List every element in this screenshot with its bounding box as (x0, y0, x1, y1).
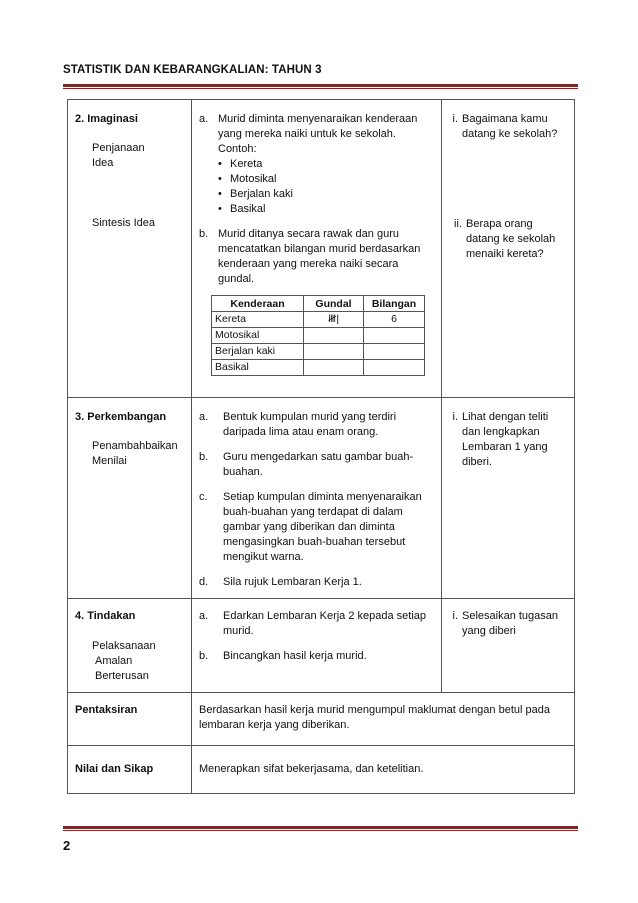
row-label: Pentaksiran (75, 704, 138, 716)
item-text: Edarkan Lembaran Kerja 2 kepada setiap murid. (223, 610, 427, 637)
question-marker: i. (452, 610, 458, 622)
bullet-icon: • (218, 203, 222, 215)
tally-row (212, 360, 425, 376)
tally-vehicle: Basikal (212, 360, 304, 376)
question-marker: i. (452, 411, 458, 423)
bullet-text: Kereta (230, 158, 263, 170)
bullet-item (199, 157, 435, 172)
table-row-tindakan (68, 599, 575, 693)
row-text: Berdasarkan hasil kerja murid mengumpul maklumat dengan betul pada lembaran kerja yang diberikan. (199, 704, 550, 731)
phase-sub-label: Amalan (95, 655, 133, 667)
item-text: Bentuk kumpulan murid yang terdiri daripada lima atau enam orang. (223, 411, 397, 438)
table-row-nilai (68, 746, 575, 794)
bullet-icon: • (218, 158, 222, 170)
item-text: Bincangkan hasil kerja murid. (223, 650, 367, 662)
table-row-pentaksiran (68, 693, 575, 746)
tally-header: Kenderaan (212, 296, 304, 312)
table-row-perkembangan (68, 398, 575, 599)
question-item (444, 410, 568, 470)
tally-mark (304, 328, 364, 344)
tally-count (364, 328, 425, 344)
page-header-title: STATISTIK DAN KEBARANGKALIAN: TAHUN 3 (63, 64, 322, 76)
tally-count: 6 (364, 312, 425, 328)
content-cell (192, 693, 575, 746)
question-cell (442, 599, 575, 693)
phase-title: 4. Tindakan (75, 610, 136, 622)
tally-header: Bilangan (364, 296, 425, 312)
activity-cell (192, 398, 442, 599)
activity-cell (192, 599, 442, 693)
lesson-plan-table (67, 99, 575, 794)
phase-sub-label: Penambahbaikan (92, 440, 178, 452)
bullet-text: Basikal (230, 203, 266, 215)
phase-sub-label: Sintesis Idea (92, 217, 155, 229)
example-label: Contoh: (218, 143, 257, 155)
phase-sub-label: Menilai (92, 455, 127, 467)
table-row-imaginasi (68, 100, 575, 398)
phase-sub-label: Penjanaan (92, 142, 145, 154)
label-cell (68, 693, 192, 746)
question-item (444, 112, 568, 142)
tally-table (211, 295, 425, 376)
tally-vehicle: Motosikal (212, 328, 304, 344)
question-cell (442, 100, 575, 398)
item-marker: a. (199, 610, 209, 622)
item-text: Setiap kumpulan diminta menyenaraikan buah-buahan yang terdapat di dalam gambar yang diberikan dan diminta mengasingkan buah-buahan tersebut mengikut warna. (223, 491, 422, 563)
bullet-icon: • (218, 173, 222, 185)
phase-sub-label: Idea (92, 157, 114, 169)
item-marker: a. (199, 113, 209, 125)
tally-header: Gundal (304, 296, 364, 312)
question-item (444, 217, 568, 262)
tally-row (212, 328, 425, 344)
bullet-item (199, 187, 435, 202)
list-item (199, 112, 435, 142)
item-text: Guru mengedarkan satu gambar buah-buahan. (223, 451, 414, 478)
tally-mark (304, 344, 364, 360)
footer-rule (63, 826, 578, 831)
list-item (199, 490, 435, 565)
item-marker: b. (199, 650, 209, 662)
item-text: Murid diminta menyenaraikan kenderaan yang mereka naiki untuk ke sekolah. (218, 113, 418, 140)
phase-cell (68, 599, 192, 693)
phase-cell (68, 100, 192, 398)
bullet-item (199, 172, 435, 187)
tally-vehicle: Berjalan kaki (212, 344, 304, 360)
tally-mark (304, 360, 364, 376)
list-item (199, 575, 435, 590)
tally-row (212, 344, 425, 360)
item-marker: b. (199, 451, 209, 463)
list-item (199, 227, 435, 287)
row-label: Nilai dan Sikap (75, 763, 154, 775)
question-text: Lihat dengan teliti dan lengkapkan Lembaran 1 yang diberi. (462, 411, 549, 468)
content-cell (192, 746, 575, 794)
bullet-item (199, 202, 435, 217)
bullet-text: Berjalan kaki (230, 188, 293, 200)
phase-title: 2. Imaginasi (75, 113, 138, 125)
tally-count (364, 344, 425, 360)
tally-row (212, 312, 425, 328)
question-text: Berapa orang datang ke sekolah menaiki kereta? (466, 218, 556, 260)
row-text: Menerapkan sifat bekerjasama, dan ketelitian. (199, 763, 424, 775)
activity-cell (192, 100, 442, 398)
phase-sub-label: Pelaksanaan (92, 640, 156, 652)
item-marker: a. (199, 411, 209, 423)
question-marker: i. (452, 113, 458, 125)
tally-vehicle: Kereta (212, 312, 304, 328)
label-cell (68, 746, 192, 794)
tally-mark: 𝍸| (304, 312, 364, 328)
question-text: Selesaikan tugasan yang diberi (462, 610, 559, 637)
list-item (199, 609, 435, 639)
bullet-icon: • (218, 188, 222, 200)
item-marker: c. (199, 491, 208, 503)
list-item (199, 410, 435, 440)
tally-header-row (212, 296, 425, 312)
bullet-text: Motosikal (230, 173, 277, 185)
tally-count (364, 360, 425, 376)
question-text: Bagaimana kamu datang ke sekolah? (462, 113, 558, 140)
question-marker: ii. (454, 218, 462, 230)
list-item (199, 649, 435, 664)
item-marker: b. (199, 228, 209, 240)
question-cell (442, 398, 575, 599)
phase-sub-label: Berterusan (95, 670, 149, 682)
list-item (199, 450, 435, 480)
item-text: Sila rujuk Lembaran Kerja 1. (223, 576, 362, 588)
item-marker: d. (199, 576, 209, 588)
phase-title: 3. Perkembangan (75, 411, 167, 423)
phase-cell (68, 398, 192, 599)
page-number: 2 (63, 838, 71, 853)
header-rule (63, 84, 578, 89)
item-text: Murid ditanya secara rawak dan guru mencatatkan bilangan murid berdasarkan kenderaan yang mereka naiki secara gundal. (218, 228, 421, 285)
question-item (444, 609, 568, 639)
